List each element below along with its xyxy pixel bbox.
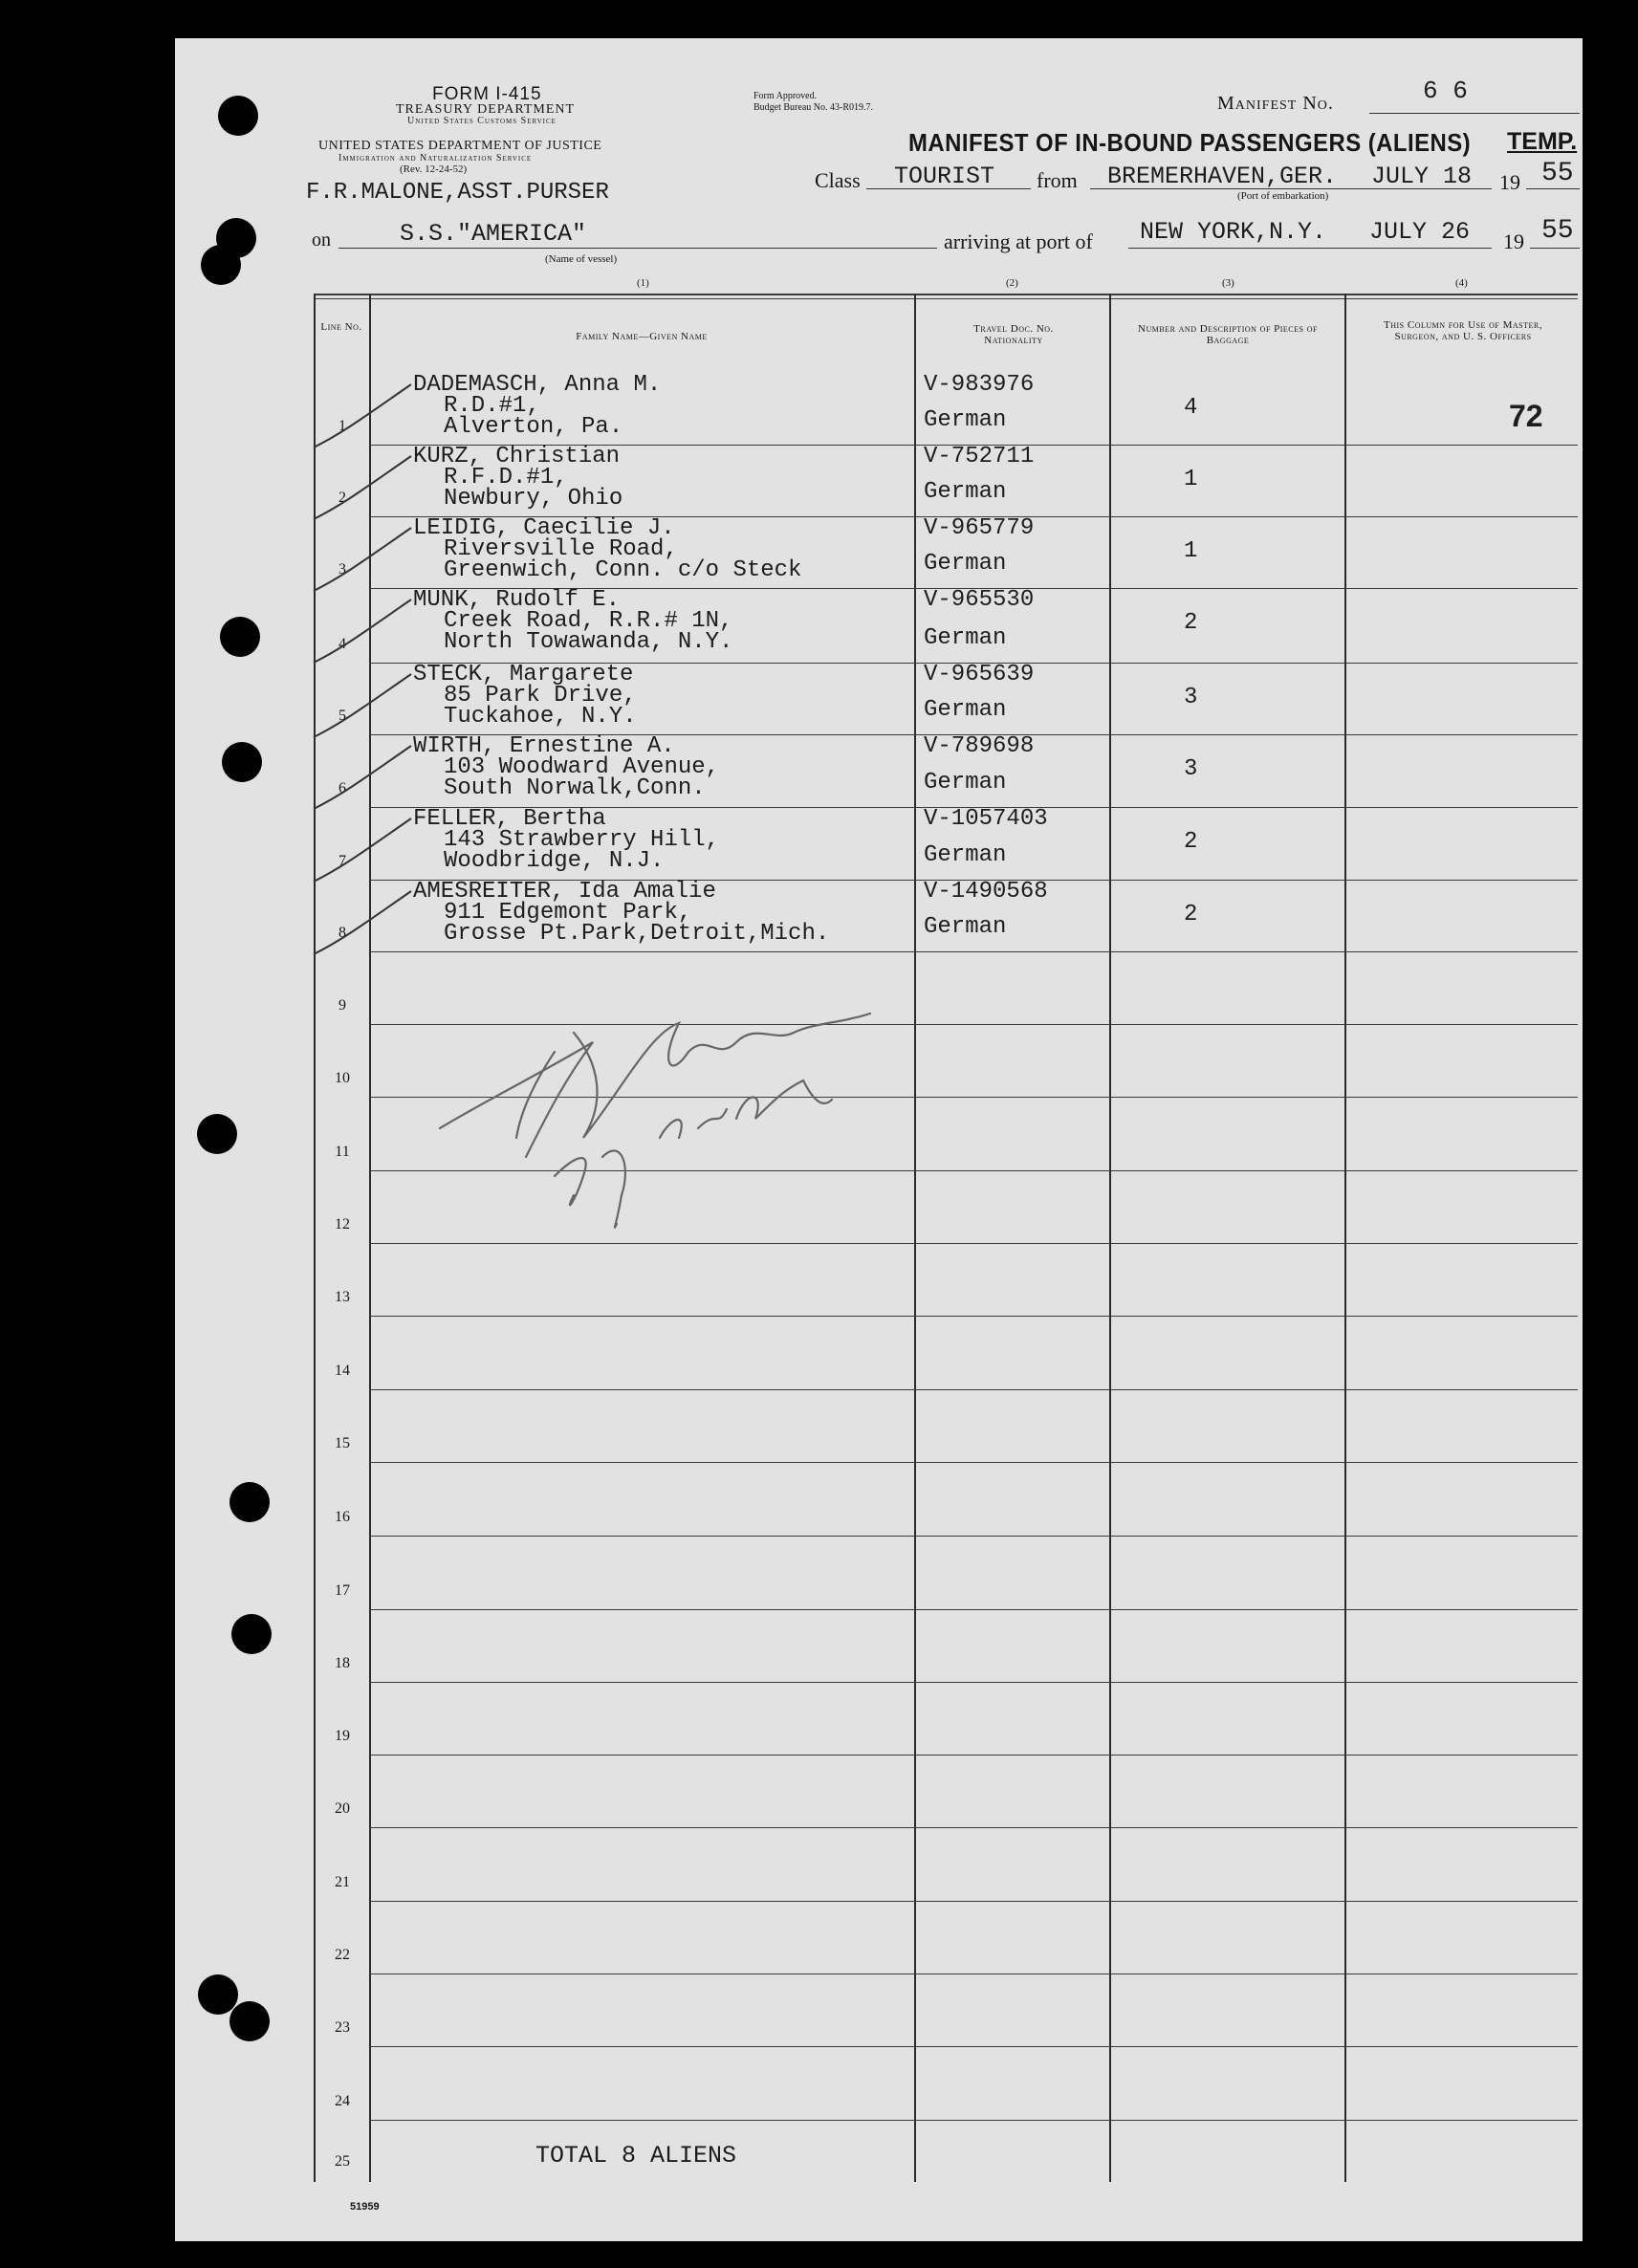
class-label: Class: [815, 168, 861, 192]
total-aliens: TOTAL 8 ALIENS: [535, 2142, 737, 2170]
passenger-address-line1: Creek Road, R.R.# 1N,: [444, 608, 733, 634]
check-mark: [304, 381, 419, 457]
arrival-year-prefix: 19: [1503, 229, 1524, 253]
customs-service: United States Customs Service: [407, 116, 557, 126]
temp-label: TEMP.: [1507, 128, 1578, 155]
nationality: German: [924, 842, 1007, 868]
passenger-address-line1: R.D.#1,: [444, 393, 540, 419]
line-number: 12: [335, 1216, 350, 1232]
embark-date: JULY 18: [1371, 163, 1473, 190]
check-mark: [304, 815, 419, 891]
form-approved: Form Approved.: [753, 91, 818, 101]
line-number: 20: [335, 1800, 350, 1817]
passenger-address-line2: Alverton, Pa.: [444, 414, 623, 440]
line-number: 14: [335, 1363, 350, 1379]
punch-hole: [229, 1482, 270, 1522]
passenger-name: MUNK, Rudolf E.: [413, 587, 621, 613]
passenger-address-line2: Newbury, Ohio: [444, 486, 623, 512]
baggage-header: Number and Description of Pieces of Baggage: [1138, 323, 1318, 346]
embark-year: 55: [1541, 159, 1574, 188]
treasury-dept: TREASURY DEPARTMENT: [396, 102, 576, 117]
passenger-address-line1: 103 Woodward Avenue,: [444, 754, 720, 780]
purser-name: F.R.MALONE,ASST.PURSER: [306, 180, 609, 206]
manifest-title: MANIFEST OF IN-BOUND PASSENGERS (ALIENS): [908, 128, 1472, 157]
travel-doc-header: Travel Doc. No. Nationality: [973, 323, 1054, 346]
passenger-name: WIRTH, Ernestine A.: [413, 733, 675, 759]
col-num-2: (2): [1006, 277, 1018, 289]
vessel-name: S.S."AMERICA": [400, 220, 587, 248]
nationality: German: [924, 697, 1007, 723]
on-label: on: [312, 229, 331, 251]
col-num-3: (3): [1222, 277, 1234, 289]
passenger-name: AMESREITER, Ida Amalie: [413, 879, 716, 905]
manifest-no-label: Manifest No.: [1217, 93, 1334, 114]
row-divider: [369, 951, 1578, 952]
row-divider: [369, 1901, 1578, 1902]
line-number: 17: [335, 1582, 350, 1599]
row-divider: [369, 1243, 1578, 1244]
vessel-caption: (Name of vessel): [545, 253, 618, 265]
baggage-count: 4: [1184, 395, 1198, 421]
name-header: Family Name—Given Name: [576, 331, 708, 342]
check-mark: [304, 524, 419, 600]
passenger-name: LEIDIG, Caecilie J.: [413, 515, 675, 541]
passenger-name: STECK, Margarete: [413, 662, 634, 687]
baggage-count: 2: [1184, 829, 1198, 855]
passenger-address-line2: North Towawanda, N.Y.: [444, 629, 733, 655]
punch-hole: [220, 617, 260, 657]
punch-hole: [197, 1114, 237, 1154]
line-number: 2: [339, 490, 346, 506]
passenger-name: FELLER, Bertha: [413, 806, 606, 832]
embark-port: BREMERHAVEN,GER.: [1107, 163, 1338, 190]
row-divider: [369, 1316, 1578, 1317]
arrival-date: JULY 26: [1369, 218, 1471, 246]
line-number: 13: [335, 1289, 350, 1305]
punch-hole: [231, 1614, 272, 1654]
row-divider: [369, 1682, 1578, 1683]
form-revision: (Rev. 12-24-52): [400, 164, 468, 175]
travel-doc-number: V-965779: [924, 515, 1035, 541]
line-number: 18: [335, 1655, 350, 1671]
baggage-count: 3: [1184, 756, 1198, 782]
baggage-count: 1: [1184, 538, 1198, 564]
line-number: 22: [335, 1947, 350, 1963]
check-mark: [304, 596, 419, 672]
punch-hole: [201, 245, 241, 285]
handwritten-signature: [430, 975, 928, 1243]
line-number: 8: [339, 925, 346, 941]
travel-doc-number: V-1490568: [924, 879, 1048, 905]
officer-header: This Column for Use of Master, Surgeon, and U. S. Officers: [1384, 319, 1542, 342]
punch-hole: [218, 96, 258, 136]
class-value: TOURIST: [894, 163, 995, 190]
form-number: FORM I-415: [432, 84, 542, 104]
passenger-address-line2: Woodbridge, N.J.: [444, 848, 665, 874]
check-mark: [304, 452, 419, 529]
passenger-name: DADEMASCH, Anna M.: [413, 372, 662, 398]
punch-hole: [222, 742, 262, 782]
passenger-address-line2: South Norwalk,Conn.: [444, 775, 706, 801]
nationality: German: [924, 407, 1007, 433]
line-number: 25: [335, 2153, 350, 2170]
row-divider: [369, 1536, 1578, 1537]
travel-doc-number: V-1057403: [924, 806, 1048, 832]
budget-bureau: Budget Bureau No. 43-R019.7.: [753, 102, 873, 113]
baggage-count: 2: [1184, 902, 1198, 927]
manifest-number: 6 6: [1423, 76, 1468, 105]
row-divider: [369, 2120, 1578, 2121]
footer-code: 51959: [350, 2201, 380, 2213]
justice-dept: UNITED STATES DEPARTMENT OF JUSTICE: [318, 139, 602, 153]
from-label: from: [1037, 168, 1078, 192]
travel-doc-number: V-983976: [924, 372, 1035, 398]
row-divider: [369, 1827, 1578, 1828]
check-mark: [304, 670, 419, 747]
passenger-name: KURZ, Christian: [413, 444, 621, 469]
row-divider: [369, 1609, 1578, 1610]
row-divider: [369, 1389, 1578, 1390]
line-number: 7: [339, 853, 346, 869]
line-no-header: Line No.: [320, 321, 362, 333]
arrival-year: 55: [1541, 216, 1574, 246]
punch-hole: [198, 1974, 238, 2015]
line-number: 15: [335, 1435, 350, 1451]
travel-doc-number: V-965530: [924, 587, 1035, 613]
passenger-address-line1: R.F.D.#1,: [444, 465, 568, 491]
check-mark: [304, 742, 419, 818]
travel-doc-number: V-752711: [924, 444, 1035, 469]
baggage-count: 2: [1184, 610, 1198, 636]
col-num-1: (1): [637, 277, 649, 289]
punch-hole: [229, 2001, 270, 2041]
row-divider: [369, 1755, 1578, 1756]
line-number: 6: [339, 780, 346, 796]
passenger-address-line2: Tuckahoe, N.Y.: [444, 704, 637, 730]
line-number: 11: [335, 1144, 350, 1160]
nationality: German: [924, 479, 1007, 505]
line-number: 19: [335, 1728, 350, 1744]
row-divider: [369, 1462, 1578, 1463]
nationality: German: [924, 625, 1007, 651]
baggage-count: 1: [1184, 467, 1198, 492]
port-embark-caption: (Port of embarkation): [1237, 190, 1329, 202]
line-number: 21: [335, 1874, 350, 1890]
nationality: German: [924, 914, 1007, 940]
passenger-address-line2: Grosse Pt.Park,Detroit,Mich.: [444, 921, 830, 947]
passenger-address-line2: Greenwich, Conn. c/o Steck: [444, 557, 802, 583]
check-mark: [304, 887, 419, 964]
nationality: German: [924, 770, 1007, 796]
line-number: 9: [339, 997, 346, 1014]
passenger-address-line1: 85 Park Drive,: [444, 683, 637, 709]
baggage-count: 3: [1184, 685, 1198, 710]
col-num-4: (4): [1455, 277, 1468, 289]
travel-doc-number: V-965639: [924, 662, 1035, 687]
passenger-address-line1: Riversville Road,: [444, 536, 678, 562]
line-number: 1: [339, 418, 346, 434]
row-divider: [369, 2046, 1578, 2047]
line-number: 16: [335, 1509, 350, 1525]
nationality: German: [924, 551, 1007, 577]
line-number: 24: [335, 2093, 350, 2109]
passenger-address-line1: 911 Edgemont Park,: [444, 900, 692, 926]
ins-service: Immigration and Naturalization Service: [339, 153, 533, 164]
line-number: 5: [339, 708, 346, 724]
travel-doc-number: V-789698: [924, 733, 1035, 759]
line-number: 10: [335, 1070, 350, 1086]
line-number: 23: [335, 2019, 350, 2036]
passenger-address-line1: 143 Strawberry Hill,: [444, 827, 720, 853]
arrival-port: NEW YORK,N.Y.: [1140, 218, 1327, 246]
line-number: 3: [339, 561, 346, 578]
line-number: 4: [339, 636, 346, 652]
arriving-label: arriving at port of: [944, 229, 1093, 253]
embark-year-prefix: 19: [1499, 170, 1520, 194]
officer-note: 72: [1509, 399, 1543, 433]
